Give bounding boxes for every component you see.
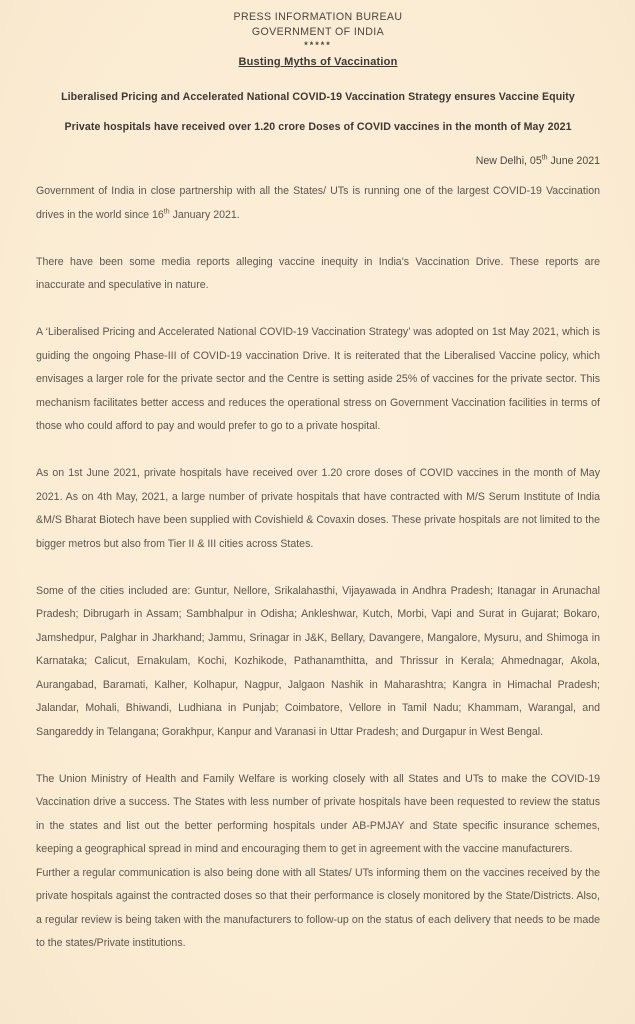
paragraph-regular-communication: Further a regular communication is also being done with all States/ UTs informing them on the vaccines received by the private hospitals against the contracted doses so that their performance is closely monitored by the State/Districts. Also, a regular review is being taken with the manufacturers to follow-up on the status of each delivery that needs to be made to the states/Private institutions. xyxy=(36,866,600,949)
paragraph-vaccination-drive-intro xyxy=(36,180,600,227)
org-name-line2: GOVERNMENT OF INDIA xyxy=(251,26,385,38)
paragraph-liberalised-policy: A ‘Liberalised Pricing and Accelerated National COVID-19 Vaccination Strategy’ was adopted on 1st May 2021, which is guiding the ongoing Phase-III of COVID-19 vaccination Drive. It is reiterated that the Liberalised Vaccine policy, which envisages a larger role for the private sector and the Centre is setting aside 25% of vaccines for the private sector. This mechanism facilitates better access and reduces the operational stress on Government Vaccination facilities in terms of those who could afford to pay and would prefer to go to a private hospital. xyxy=(36,326,600,432)
paragraph-doses-received: As on 1st June 2021, private hospitals have received over 1.20 crore doses of COVID vaccines in the month of May 2021. As on 4th May, 2021, a large number of private hospitals that have contracted with M/S Serum Institute of India &M/S Bharat Biotech have been supplied with Covishield & Covaxin doses. These private hospitals are not limited to the bigger metros but also from Tier II & III cities across States. xyxy=(36,467,600,550)
paragraph-cities-list: Some of the cities included are: Guntur, Nellore, Srikalahasthi, Vijayawada in Andhra Pradesh; Itanagar in Arunachal Pradesh; Dibrugarh in Assam; Sambhalpur in Odisha; Ankleshwar, Kutch, Morbi, Vapi and Surat in Gujarat; Bokaro, Jamshedpur, Palghar in Jharkhand; Jammu, Srinagar in J&K, Bellary, Davangere, Mangalore, Mysuru, and Shimoga in Karnataka; Calicut, Ernakulam, Kochi, Kozhikode, Pathanamthitta, and Thrissur in Kerala; Ahmednagar, Akola, Aurangabad, Baramati, Kalher, Kolhapur, Nagpur, Jalgaon Nashik in Maharashtra; Kangra in Himachal Pradesh; Jalandar, Mohali, Bhiwandi, Ludhiana in Punjab; Coimbatore, Vellore in Tamil Nadu; Khammam, Warangal, and Sangareddy in Telangana; Gorakhpur, Kanpur and Varanasi in Uttar Pradesh; and Durgapur in West Bengal. xyxy=(36,584,600,738)
dateline-city-day: New Delhi, 05 xyxy=(475,155,542,167)
dateline-ordinal-suffix: th xyxy=(541,154,548,162)
headline-secondary: Private hospitals have received over 1.20 crore Doses of COVID vaccines in the month of May 2021 xyxy=(64,121,572,133)
org-name-line1: PRESS INFORMATION BUREAU xyxy=(233,11,403,23)
document-body xyxy=(36,180,600,956)
paragraph-intro-text: Government of India in close partnership with all the States/ UTs is running one of the largest COVID-19 Vaccination drives in the world since 16 xyxy=(36,185,600,221)
document-header xyxy=(36,10,600,133)
date-ordinal-suffix: th xyxy=(163,207,170,215)
paragraph-intro-text-end: January 2021. xyxy=(169,208,240,221)
dateline xyxy=(36,155,600,167)
document-title: Busting Myths of Vaccination xyxy=(238,56,398,68)
paragraph-media-reports: There have been some media reports alleging vaccine inequity in India's Vaccination Drive. These reports are inaccurate and speculative in nature. xyxy=(36,255,600,291)
separator-stars: ***** xyxy=(304,40,332,50)
paragraph-ministry-coordination: The Union Ministry of Health and Family Welfare is working closely with all States and UTs to make the COVID-19 Vaccination drive a success. The States with less number of private hospitals have been requested to review the status in the states and list out the better performing hospitals under AB-PMJAY and State specific insurance schemes, keeping a geographical spread in mind and encouraging them to get in agreement with the vaccine manufacturers. xyxy=(36,772,600,855)
headline-primary: Liberalised Pricing and Accelerated National COVID-19 Vaccination Strategy ensures Vaccine Equity xyxy=(61,91,575,103)
dateline-month-year: June 2021 xyxy=(547,155,600,167)
